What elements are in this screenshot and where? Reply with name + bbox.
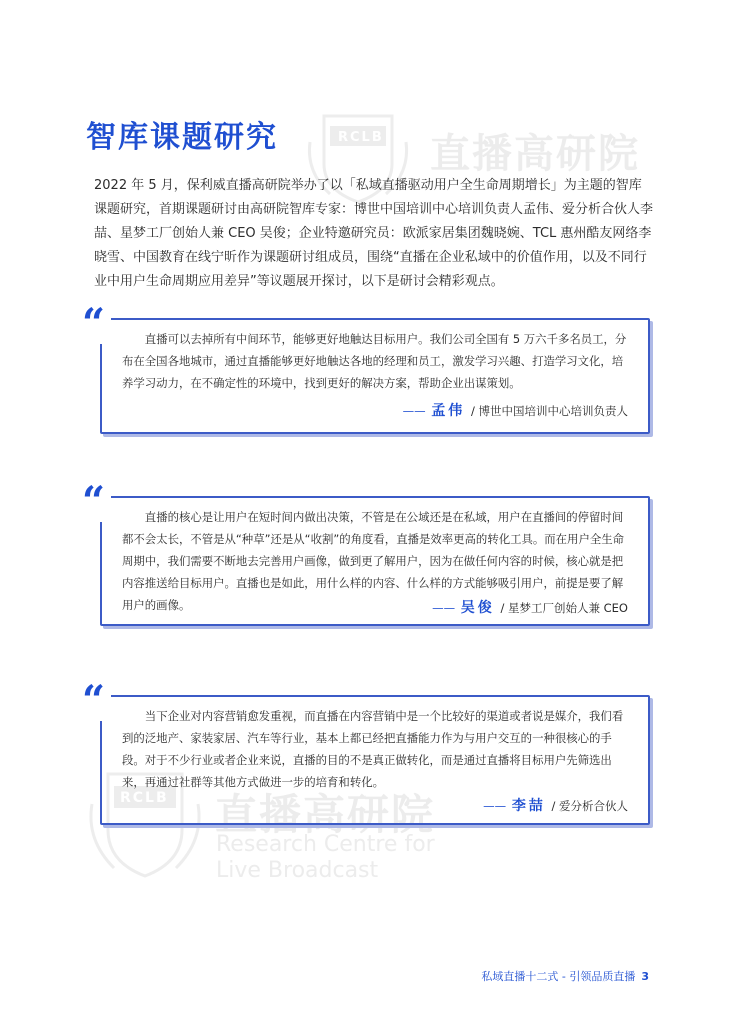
quote-mark-icon: “: [78, 304, 111, 344]
attribution-role: / 爱分析合伙人: [551, 799, 628, 813]
attribution-dash: ——: [432, 601, 456, 615]
footer-text: 私域直播十二式 - 引领品质直播: [481, 970, 636, 983]
attribution-dash: ——: [483, 799, 507, 813]
watermark-name-bottom: 直播高研院: [215, 790, 436, 839]
quote-card-3: [82, 677, 650, 825]
quote-mark-icon: “: [78, 681, 111, 721]
attribution-role: / 星梦工厂创始人兼 CEO: [500, 601, 628, 615]
quote-text: 直播的核心是让用户在短时间内做出决策，不管是在公域还是在私域，用户在直播间的停留时间都不会太长，不管是从“种草”还是从“收割”的角度看，直播是效率更高的转化工具。而在用户全生命周期中，我们需要不断地去完善用户画像，做到更了解用户，因为在做任何内容的时候，核心就是把内容推送给目标用户。直播也是如此，用什么样的内容、什么样的方式能够吸引用户，前提是要了解用户的画像。: [122, 510, 625, 612]
watermark-en-line2: Live Broadcast: [216, 858, 379, 883]
page-footer: [481, 968, 649, 984]
quote-card-1: [82, 300, 650, 434]
attribution-dash: ——: [402, 404, 426, 418]
attribution-role: / 博世中国培训中心培训负责人: [470, 404, 628, 418]
watermark-name-top: 直播高研院: [430, 131, 640, 177]
attribution-name: 孟伟: [431, 403, 466, 419]
quote-attribution: [403, 400, 628, 420]
intro-paragraph: 2022 年 5 月，保利威直播高研院举办了以「私域直播驱动用户全生命周期增长」为主题的智库课题研究，首期课题研讨由高研院智库专家：博世中国培训中心培训负责人孟伟、爱分析合伙人李喆、星梦工厂创始人兼 CEO 吴俊；企业特邀研究员：欧派家居集团魏晓婉、TCL 惠州酷友网络李晓雪、中国教育在线宁昕作为课题研讨组成员，围绕“直播在企业私域中的价值作用，以及不同行业中用户生命周期应用差异”等议题展开探讨，以下是研讨会精彩观点。: [94, 178, 654, 289]
page-title: 智库课题研究: [86, 120, 278, 155]
watermark-badge-top: RCLB: [338, 130, 384, 145]
attribution-name: 吴俊: [460, 600, 495, 616]
quote-text: 直播可以去掉所有中间环节，能够更好地触达目标用户。我们公司全国有 5 万六千多名员工，分布在全国各地城市，通过直播能够更好地触达各地的经理和员工，激发学习兴趣、打造学习文化，培养学习动力，在不确定性的环境中，找到更好的解决方案，帮助企业出谋策划。: [122, 332, 627, 390]
watermark-badge-bottom: RCLB: [120, 790, 169, 806]
watermark-en-line1: Research Centre for: [216, 832, 435, 857]
quote-attribution: [483, 795, 628, 815]
quote-text: 当下企业对内容营销愈发重视，而直播在内容营销中是一个比较好的渠道或者说是媒介，我们看到的泛地产、家装家居、汽车等行业，基本上都已经把直播能力作为与用户交互的一种很核心的手段。对于不少行业或者企业来说，直播的目的不是真正做转化，而是通过直播将目标用户先筛选出来，再通过社群等其他方式做进一步的培育和转化。: [122, 709, 624, 789]
quote-attribution: [432, 597, 628, 617]
quote-card-2: [82, 478, 650, 626]
page-number: 3: [641, 970, 649, 983]
quote-mark-icon: “: [78, 482, 111, 522]
attribution-name: 李喆: [511, 798, 546, 814]
